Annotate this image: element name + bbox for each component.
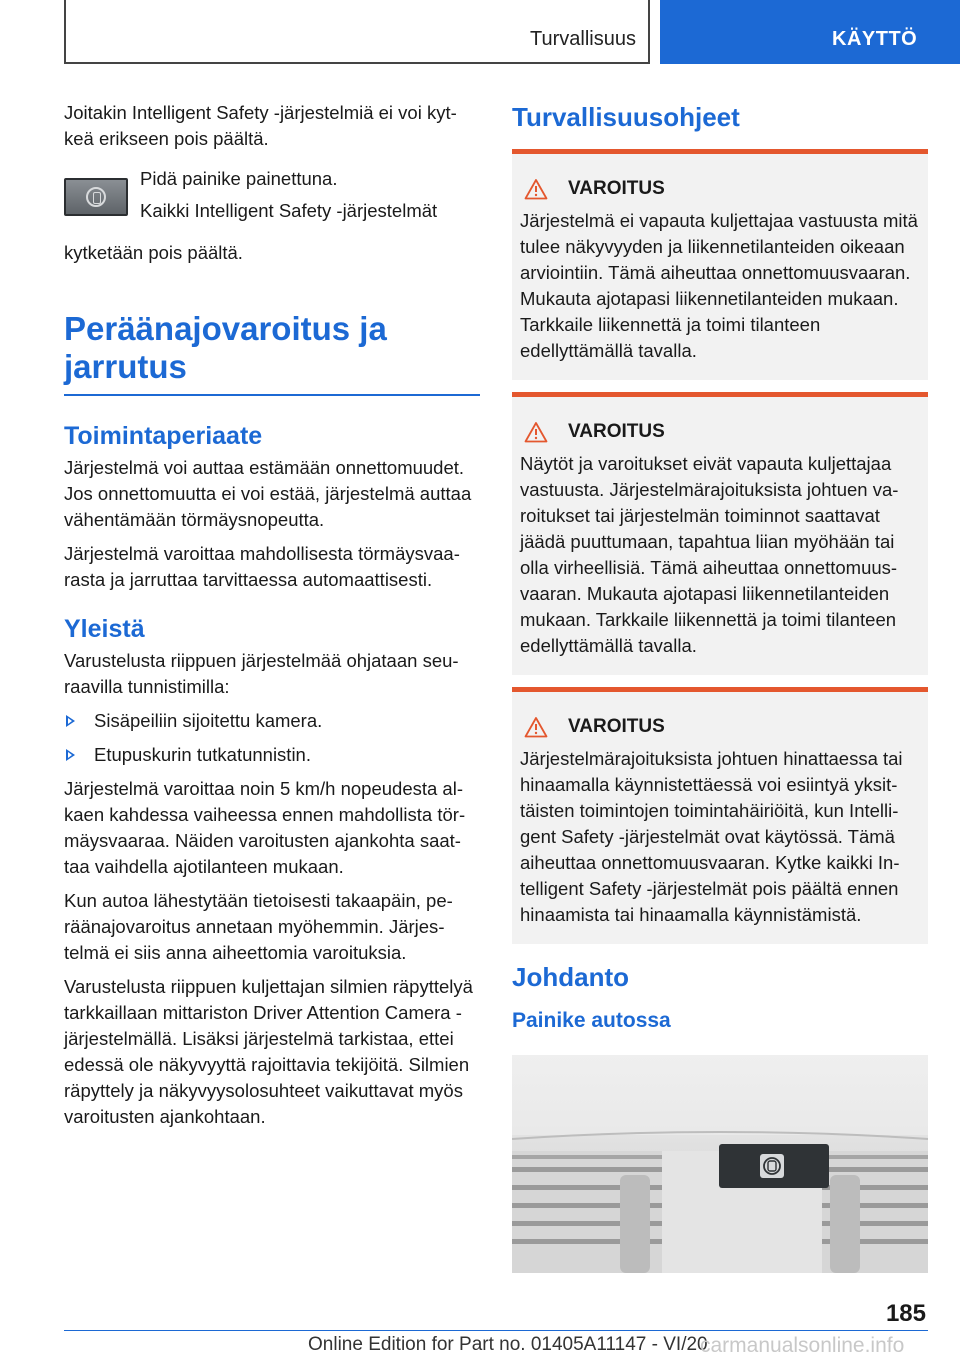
general-paragraph-4: Varustelusta riippuen kuljettajan silmien räpyttelyä tarkkaillaan mittariston Driver Attention Camera -järjestelmällä. Lisäksi järjestelmä tarkistaa, ettei edessä ole näkyvyyttä rajoittavia tekijöitä. Silmien räpyttely ja näkyvyysolosuhteet vaikuttavat myös varoitusten ajankohtaan. [64,976,473,1127]
warning-triangle-icon [524,178,548,200]
button-step-2: Kaikki Intelligent Safety -järjestelmät [140,200,438,221]
intro-paragraph: Joitakin Intelligent Safety -järjestelmiä ei voi kytkeä erikseen pois päältä. [64,102,457,149]
chapter-title: Peräänajovaroitus ja jarrutus [64,310,480,396]
warning-text: Järjestelmärajoituksista johtuen hinattaessa tai hinaamalla käynnistettäessä voi esiintyä yksittäisten toimintojen toimintahäiriöitä, kun Intelligent Safety -järjestelmät ovat käytössä. Tämä aiheuttaa onnettomuusvaaran. Kytke kaikki Intelligent Safety -järjestelmät pois päältä ennen hinaamista tai hinaamalla käynnistämistä. [520,748,903,925]
right-air-vent [822,1151,928,1273]
intelligent-safety-button-icon [64,178,128,216]
button-step-2-continued: kytketään pois päältä. [64,242,243,263]
list-item [64,742,480,768]
dashboard-illustration [512,1055,928,1273]
general-paragraph-1: Varustelusta riippuen järjestelmää ohjataan seuraavilla tunnistimilla: [64,650,459,697]
intelligent-safety-button-icon [719,1144,829,1188]
heading-safety: Turvallisuusohjeet [512,102,740,132]
page-number: 185 [885,1300,926,1327]
sensor-list [64,708,480,768]
warning-box [512,149,928,380]
warning-label: VAROITUS [568,178,665,199]
warning-triangle-icon [524,421,548,443]
footer-divider [64,1330,928,1331]
list-item [64,708,480,734]
warning-box [512,687,928,944]
warning-text: Järjestelmä ei vapauta kuljettajaa vastuusta mitä tulee näkyvyyden ja liikennetilanteiden oikeaan arviointiin. Tämä aiheuttaa onnettomuusvaaran. Mukauta ajotapasi liikennetilanteiden mukaan. Tarkkaile liikennettä ja toimi tilanteen edellyttämällä tavalla. [520,210,918,361]
heading-button-in-car: Painike autossa [512,1009,671,1032]
general-paragraph-2: Järjestelmä varoittaa noin 5 km/h nopeudesta alkaen kahdessa vaiheessa ennen mahdollista törmäysvaaraa. Näiden varoitusten ajankohta saattaa vaihdella ajotilanteen mukaan. [64,778,466,877]
button-step-1: Pidä painike painettuna. [140,168,338,189]
button-instruction [64,166,480,246]
watermark: carmanualsonline.info [700,1334,905,1357]
list-item-text: Etupuskurin tutkatunnistin. [94,744,311,765]
warning-triangle-icon [524,716,548,738]
triangle-bullet-icon [66,749,75,761]
heading-principle: Toimintaperiaate [64,422,263,450]
warning-label: VAROITUS [568,716,665,737]
principle-paragraph-2: Järjestelmä varoittaa mahdollisesta törmäysvaarasta ja jarruttaa tarvittaessa automaattisesti. [64,543,460,590]
list-item-text: Sisäpeiliin sijoitettu kamera. [94,710,323,731]
principle-paragraph-1: Järjestelmä voi auttaa estämään onnettomuudet. Jos onnettomuutta ei voi estää, järjestelmä auttaa vähentämään törmäysnopeutta. [64,457,472,530]
header-section-box [64,0,650,64]
general-paragraph-3: Kun autoa lähestytään tietoisesti takaapäin, peräänajovaroitus annetaan myöhemmin. Järjestelmä ei siis anna aiheettomia varoituksia. [64,890,453,963]
header-chapter-tab [660,0,960,64]
heading-introduction: Johdanto [512,962,629,992]
left-column [64,100,480,1138]
triangle-bullet-icon [66,715,75,727]
footer-edition: Online Edition for Part no. 01405A11147 - VI/20 [308,1334,708,1355]
header-section-title: Turvallisuus [530,28,636,50]
warning-label: VAROITUS [568,421,665,442]
heading-general: Yleistä [64,615,145,643]
warning-box [512,392,928,675]
warning-text: Näytöt ja varoitukset eivät vapauta kuljettajaa vastuusta. Järjestelmärajoituksista johtuen varoitukset tai järjestelmän toiminnot saattavat jäädä puuttumaan, tapahtua liian myöhään tai olla virheellisiä. Tämä aiheuttaa onnettomuusvaaran. Mukauta ajotapasi liikennetilanteiden mukaan. Tarkkaile liikennettä ja toimi tilanteen edellyttämällä tavalla. [520,453,899,656]
left-air-vent [512,1151,662,1273]
header-chapter-title: KÄYTTÖ [832,28,918,50]
right-column [512,100,928,1273]
button-location-photo [512,1055,928,1273]
